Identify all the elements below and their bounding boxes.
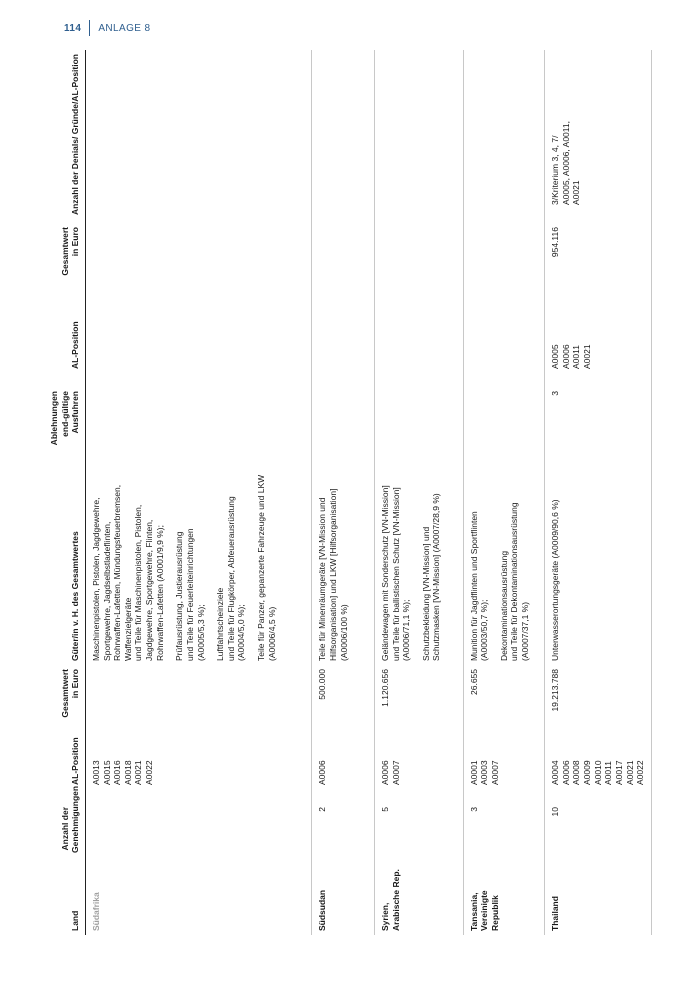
goods-line: und Teile für Maschinenpistolen, Pistolen,	[133, 504, 144, 661]
approvals-count-cell: 3	[463, 803, 545, 857]
goods-line: und Teile für Feuerleiteinrichtungen	[184, 528, 195, 661]
goods-line: Teile für Panzer, gepanzerte Fahrzeuge und LKW	[256, 474, 266, 661]
section-label: ANLAGE 8	[98, 22, 151, 34]
al-position-cell	[463, 725, 545, 803]
rejections-cell	[463, 387, 545, 465]
goods-line: (A0006/100 %)	[338, 604, 349, 661]
col-al-position: AL-Position	[47, 725, 85, 803]
approvals-count-cell: 10	[545, 803, 652, 857]
goods-line: Schutzmasken [VN-Mission] (A0007/28,9 %)	[431, 493, 442, 661]
al-position-code: A0021	[133, 760, 144, 785]
denials-line: A0021	[571, 180, 582, 205]
denials-line: A0005, A0006, A0011,	[560, 121, 571, 205]
goods-line: (A0006/4,5 %)	[266, 606, 277, 661]
al-position-code: A0007	[390, 760, 401, 785]
rejections-cell	[312, 387, 374, 465]
goods-line: Unterwasserortungsgeräte (A0009/90,6 %)	[550, 499, 561, 661]
goods-line: Prüfausrüstung, Justierausrüstung	[174, 531, 185, 661]
goods-block	[421, 469, 442, 661]
goods-line: Luftfahrtscheinziele	[215, 587, 226, 661]
goods-block	[91, 469, 165, 661]
al-position-code: A0022	[635, 760, 646, 785]
rejections-cell	[85, 387, 312, 465]
page-number: 114	[64, 22, 82, 34]
table-header-row	[47, 50, 85, 935]
goods-block	[174, 469, 206, 661]
col-gesamtwert: Gesamtwert in Euro	[47, 665, 85, 725]
approvals-count-cell: 2	[312, 803, 374, 857]
goods-line: Schutzbekleidung [VN-Mission] und	[420, 526, 431, 661]
export-table	[47, 50, 652, 935]
al-position-code: A0018	[122, 760, 133, 785]
al-position-cell	[85, 725, 312, 803]
total-value-cell: 26.655	[463, 665, 545, 725]
country-cell: Tansania, Vereinigte Republik	[463, 857, 545, 935]
al-position-2-cell	[463, 289, 545, 387]
denials-cell	[463, 50, 545, 223]
goods-line: Dekontaminationsausrüstung	[498, 550, 509, 661]
denials-cell	[374, 50, 463, 223]
al-position-code: A0007	[489, 760, 500, 785]
al-position-code: A0021	[624, 760, 635, 785]
goods-line: Teile für Minenräumgeräte [VN-Mission und	[317, 497, 328, 661]
denials-cell	[85, 50, 312, 223]
al-position-code: A0016	[112, 760, 123, 785]
goods-line: (A0005/5,3 %);	[195, 604, 206, 661]
goods-cell	[374, 465, 463, 665]
table-row	[545, 50, 652, 935]
goods-block	[317, 469, 349, 661]
country-cell: Thailand	[545, 857, 652, 935]
goods-block	[215, 469, 247, 661]
goods-block	[469, 469, 490, 661]
total-value-2-cell	[85, 223, 312, 289]
col-anzahl: Anzahl der Genehmigungen	[47, 803, 85, 857]
al-position-code: A0005	[550, 344, 561, 369]
country-cell: Syrien, Arabische Rep.	[374, 857, 463, 935]
al-position-code: A0022	[144, 760, 154, 785]
page-header	[64, 20, 150, 36]
al-position-2-cell	[85, 289, 312, 387]
goods-line: (A0004/5,0 %);	[236, 604, 247, 661]
goods-line: und Teile für ballistischen Schutz [VN-Mission]	[390, 487, 401, 661]
col-al-position-2: AL-Position	[47, 289, 85, 387]
al-position-code: A0015	[101, 760, 112, 785]
goods-block	[550, 469, 561, 661]
total-value-cell: 1.120.656	[374, 665, 463, 725]
total-value-cell: 19.213.788	[545, 665, 652, 725]
total-value-2-cell: 954.116	[545, 223, 652, 289]
col-land: Land	[47, 857, 85, 935]
country-cell: Südafrika	[85, 857, 312, 935]
goods-line: (A0003/50,7 %);	[479, 599, 490, 661]
table-row	[312, 50, 374, 935]
goods-line: Munition für Jagdflinten und Sportflinten	[468, 511, 479, 661]
al-position-cell	[312, 725, 374, 803]
goods-line: Rohrwaffen-Lafetten (A0001/9,9 %);	[154, 525, 165, 661]
country-cell: Südsudan	[312, 857, 374, 935]
goods-line: (A0006/71,1 %);	[401, 599, 412, 661]
goods-block	[499, 469, 531, 661]
rotated-table-container	[47, 50, 652, 935]
goods-line: und Teile für Dekontaminationsausrüstung	[509, 502, 520, 661]
col-ablehnungen: Ablehnungen end-gültige Ausfuhren	[47, 387, 85, 465]
table-row	[85, 50, 312, 935]
col-denials: Anzahl der Denials/ Gründe/AL-Position	[47, 50, 85, 223]
header-divider	[89, 20, 90, 36]
al-position-code: A0003	[479, 760, 490, 785]
total-value-cell	[85, 665, 312, 725]
al-position-code: A0006	[560, 344, 571, 369]
goods-block	[380, 469, 412, 661]
goods-cell	[463, 465, 545, 665]
goods-line: (A0007/37,1 %)	[520, 601, 531, 661]
al-position-code: A0006	[317, 760, 328, 785]
approvals-count-cell: 5	[374, 803, 463, 857]
goods-line: und Teile für Flugkörper, Abfeuerausrüstung	[225, 496, 236, 661]
al-position-code: A0001	[468, 760, 479, 785]
rejections-cell	[374, 387, 463, 465]
al-position-cell	[374, 725, 463, 803]
approvals-count-cell	[85, 803, 312, 857]
goods-cell	[545, 465, 652, 665]
al-position-code: A0006	[379, 760, 390, 785]
col-gueter: Güter/in v. H. des Gesamtwertes	[47, 465, 85, 665]
table-row	[463, 50, 545, 935]
al-position-code: A0011	[571, 345, 582, 369]
denials-cell	[545, 50, 652, 223]
denials-line: 3/Kriterium 3, 4, 7/	[550, 135, 561, 205]
goods-cell	[312, 465, 374, 665]
goods-line: Jagdgewehre, Sportgewehre, Flinten,	[144, 519, 154, 661]
goods-cell	[85, 465, 312, 665]
total-value-cell: 500.000	[312, 665, 374, 725]
col-gesamtwert-2: Gesamtwert in Euro	[47, 223, 85, 289]
denials-cell	[312, 50, 374, 223]
goods-line: Waffenzielgeräte	[122, 597, 133, 661]
al-position-cell	[545, 725, 652, 803]
goods-line: Maschinenpistolen, Pistolen, Jagdgewehre,	[90, 497, 101, 661]
goods-line: Geländewagen mit Sonderschutz [VN-Mission]	[379, 485, 390, 661]
table-row	[374, 50, 463, 935]
al-position-2-cell	[312, 289, 374, 387]
al-position-2-cell	[374, 289, 463, 387]
al-position-code: A0006	[560, 760, 571, 785]
al-position-code: A0010	[592, 760, 603, 785]
al-position-code: A0008	[571, 760, 582, 785]
al-position-code: A0013	[90, 760, 101, 785]
al-position-2-cell	[545, 289, 652, 387]
al-position-code: A0004	[550, 760, 561, 785]
goods-block	[256, 469, 277, 661]
goods-line: Rohrwaffen-Lafetten, Mündungsfeuerbremsen,	[112, 484, 123, 661]
goods-line: Hilfsorganisation] und LKW [Hilfsorganisation]	[328, 488, 339, 661]
al-position-code: A0017	[613, 760, 624, 785]
total-value-2-cell	[312, 223, 374, 289]
al-position-code: A0009	[582, 760, 593, 785]
rejections-cell: 3	[545, 387, 652, 465]
total-value-2-cell	[463, 223, 545, 289]
total-value-2-cell	[374, 223, 463, 289]
al-position-code: A0011	[603, 761, 614, 785]
al-position-code: A0021	[582, 344, 593, 369]
goods-line: Sportgewehre, Jagdselbstladeflinten,	[101, 521, 112, 661]
